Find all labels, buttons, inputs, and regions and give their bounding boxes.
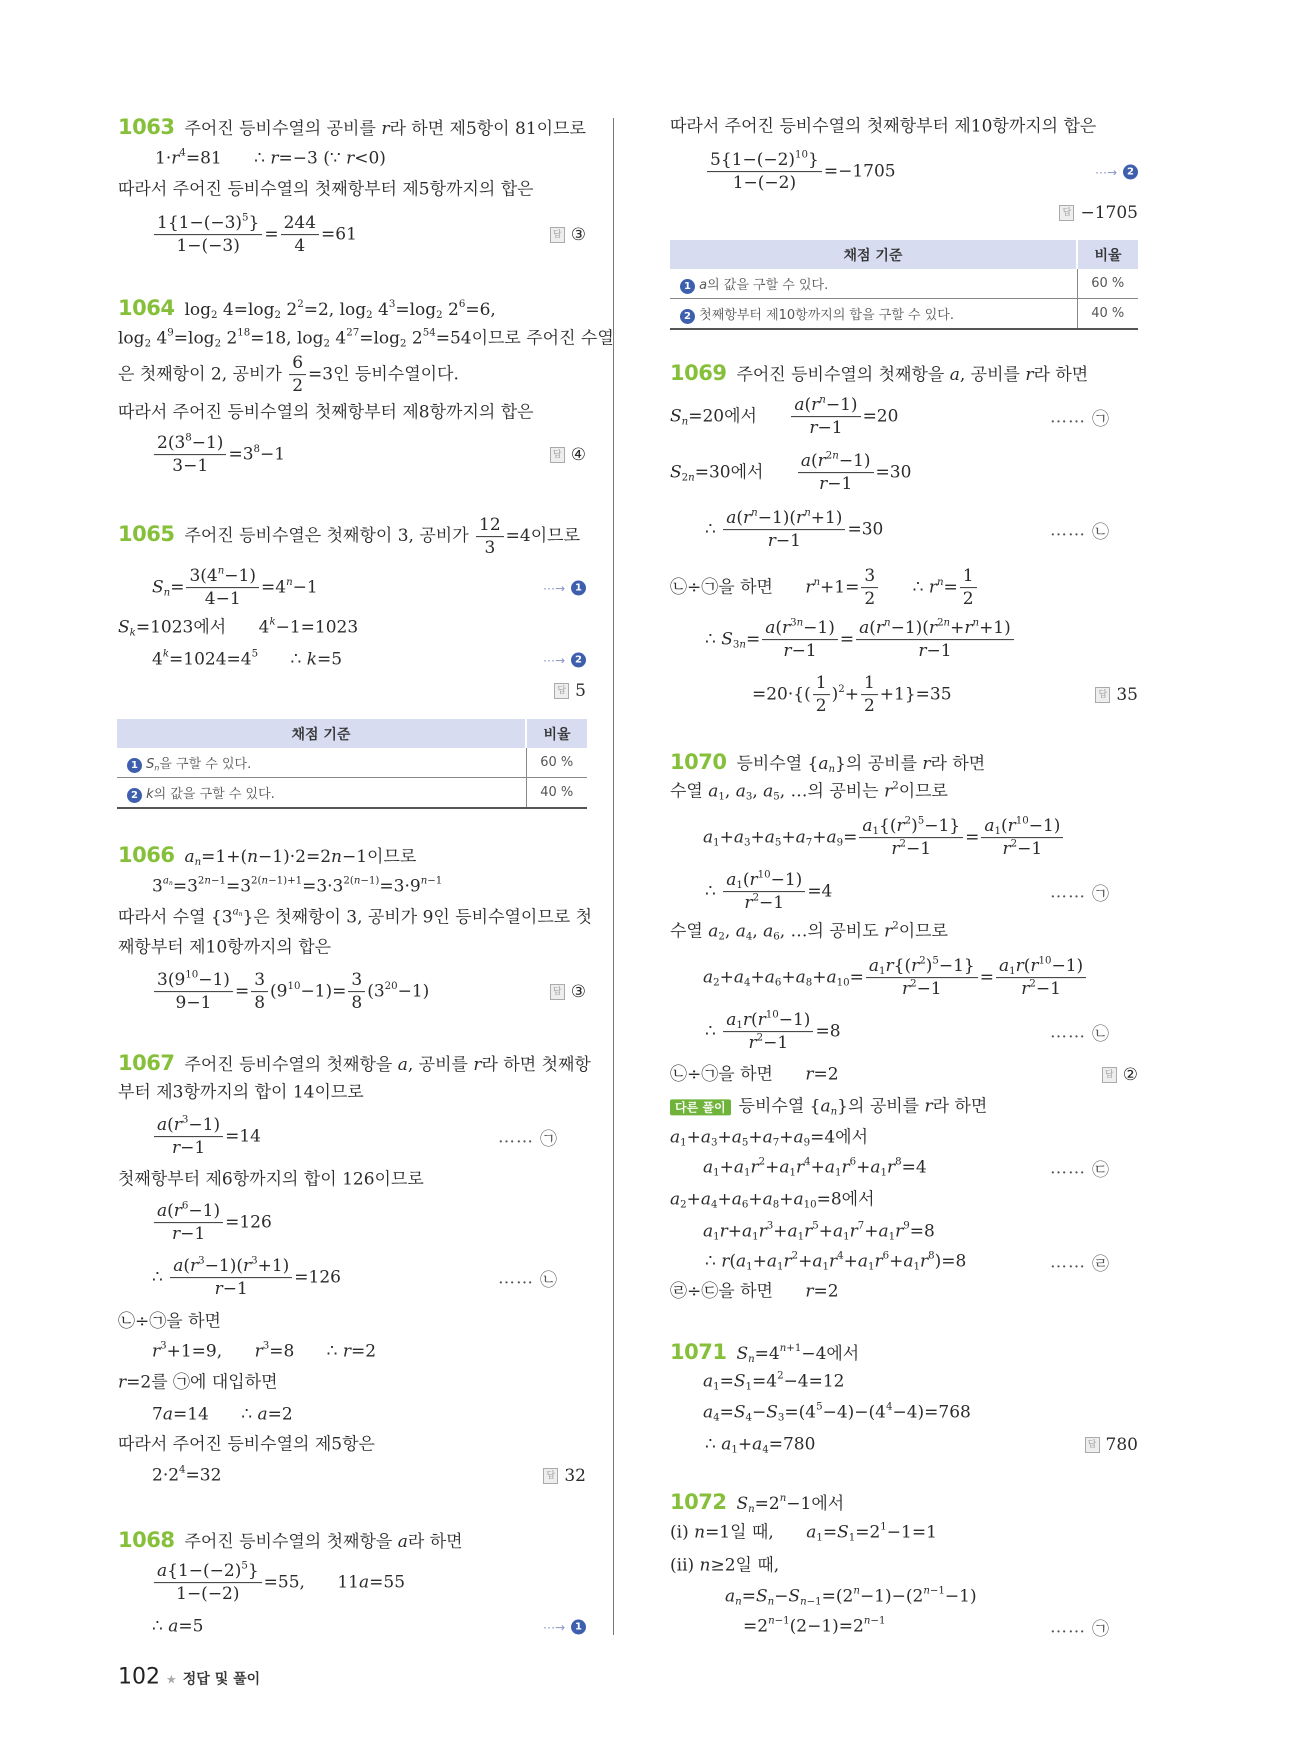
solution-line: $3^{a_n}=3^{2n-1}=3^{2(n-1)+1}=3\cdot 3^{2(n-1)}=3\cdot 9^{n-1}$ (152, 875, 443, 897)
step-badge: 1 (571, 581, 586, 596)
answer-icon: 답 (543, 1468, 558, 1484)
solution-line: $a_1r+a_1r^3+a_1r^5+a_1r^7+a_1r^9=8$ (703, 1220, 935, 1243)
problem-1066-header (118, 842, 416, 868)
problem-text: 주어진 등비수열의 공비를 r라 하면 제5항이 81이므로 (184, 118, 586, 139)
table-row (670, 269, 1138, 299)
problem-number: 1068 (118, 1527, 175, 1552)
solution-line: ∴ $a_1+a_4=780$ (705, 1434, 816, 1456)
solution-line: 은 첫째항이 2, 공비가 $\frac{6}{2}$ =3인 등비수열이다. (118, 353, 459, 397)
problem-1071-header (670, 1339, 859, 1365)
ratio-value: 60 % (1077, 269, 1138, 299)
solution-line: 부터 제3항까지의 합이 14이므로 (118, 1082, 364, 1103)
solution-equation: $\frac{1\{1-(-3)^5\}}{1-(-3)}$ = $\frac{244}{4}$ =61 (152, 213, 357, 257)
equation-mark: …… ㉢ (1050, 1158, 1109, 1181)
equation-mark: …… ㉠ (1050, 882, 1109, 905)
answer (550, 982, 586, 1002)
problem-number: 1064 (118, 295, 175, 320)
solution-line: 수열 $a_2$, $a_4$, $a_6$, …의 공비도 $r^2$이므로 (670, 920, 948, 943)
arrow-icon: ⋯→ (1094, 165, 1117, 179)
solution-line: $r^3+1=9$, $r^3=8$ ∴ r=2 (152, 1340, 377, 1362)
problem-text: 주어진 등비수열의 첫째항을 a, 공비를 r라 하면 (736, 364, 1089, 385)
answer (1102, 1065, 1138, 1085)
problem-1064-header (118, 295, 496, 321)
solution-line: 7a=14 ∴ a=2 (152, 1404, 293, 1425)
criteria-text: a의 값을 구할 수 있다. (699, 277, 829, 293)
section-title: 정답 및 풀이 (182, 1671, 261, 1688)
equation-mark: …… ㉠ (498, 1127, 557, 1150)
solution-line: 째항부터 제10항까지의 합은 (118, 937, 332, 958)
step-badge: 2 (571, 653, 586, 668)
problem-number: 1069 (670, 360, 727, 385)
solution-line: $\log_2 4^9=\log_2$ $2^{18}=18$, $\log_2 4^{27}=\log_2$ $2^{54}=54$이므로 주어진 수열 (118, 327, 614, 350)
answer-icon: 답 (1095, 687, 1110, 703)
solution-line: 첫째항부터 제6항까지의 합이 126이므로 (118, 1169, 424, 1190)
solution-line: $1\cdot r^4=81$ ∴ r=−3 (∵ r<0) (155, 147, 386, 169)
solution-line: ㉡÷㉠을 하면 r=2 (670, 1064, 839, 1085)
ratio-header: 비율 (526, 719, 587, 748)
solution-line: 따라서 주어진 등비수열의 첫째항부터 제10항까지의 합은 (670, 116, 1097, 137)
answer-value: ② (1122, 1065, 1138, 1085)
problem-text: $S_n=4^{n+1}-4$에서 (736, 1343, 860, 1365)
answer-value: ④ (570, 445, 586, 465)
answer-icon: 답 (554, 683, 569, 699)
problem-text: 등비수열 $\{a_n\}$의 공비를 r라 하면 (738, 1096, 988, 1118)
solution-equation: $\frac{a(r^6-1)}{r-1}$ =126 (152, 1201, 272, 1245)
answer-value: ③ (570, 225, 586, 245)
problem-1063-header (118, 114, 586, 140)
problem-text: 등비수열 $\{a_n\}$의 공비를 r라 하면 (736, 753, 986, 775)
grading-table (670, 240, 1138, 330)
criteria-text: 첫째항부터 제10항까지의 합을 구할 수 있다. (699, 307, 954, 323)
equation-mark: …… ㉡ (1050, 1022, 1109, 1045)
solution-equation: ∴ $\frac{a(r^n-1)(r^n+1)}{r-1}$ =30 (705, 507, 884, 552)
equation-mark: …… ㉠ (1050, 407, 1109, 430)
solution-equation: $S_n=$ $\frac{3(4^n-1)}{4-1}$ $=4^n-1$ (152, 565, 318, 610)
solution-equation: $a_2+a_4+a_6+a_8+a_{10}=$ $\frac{a_1r\{(r^2)^5-1\}}{r^2-1}$ = $\frac{a_1r(r^{10}-1)}{r^2-1}$ (703, 956, 1088, 1000)
solution-line: $a_1+a_1r^2+a_1r^4+a_1r^6+a_1r^8=4$ (703, 1156, 927, 1179)
answer-value: 780 (1105, 1435, 1138, 1455)
solution-equation: =20·{( $\frac{1}{2}$ )$^2$+ $\frac{1}{2}$ +1}=35 (752, 673, 952, 717)
answer (1095, 685, 1138, 705)
answer (550, 225, 586, 245)
ratio-value: 40 % (1077, 299, 1138, 330)
problem-number: 1071 (670, 1339, 727, 1364)
step-marker (1095, 165, 1138, 180)
solution-line: 수열 $a_1$, $a_3$, $a_5$, …의 공비는 $r^2$이므로 (670, 780, 948, 803)
problem-1065-header (118, 515, 580, 559)
problem-number: 1063 (118, 114, 175, 139)
criteria-text: k의 값을 구할 수 있다. (146, 786, 275, 802)
equation-mark: …… ㉡ (1050, 520, 1109, 543)
solution-equation: ∴ $\frac{a_1(r^{10}-1)}{r^2-1}$ =4 (705, 869, 833, 914)
criteria-header: 채점 기준 (670, 240, 1077, 269)
solution-line: ㉡÷㉠을 하면 $r^n+1=$ $\frac{3}{2}$ ∴ $r^n=$ $\frac{1}{2}$ (670, 566, 979, 610)
solution-line: $a_1+a_3+a_5+a_7+a_9=4$에서 (670, 1127, 869, 1149)
solution-line: r=2를 ㉠에 대입하면 (118, 1372, 278, 1393)
answer (554, 681, 586, 701)
table-row (117, 748, 587, 778)
criteria-text: $S_n$을 구할 수 있다. (146, 756, 252, 772)
step-marker (543, 1620, 586, 1635)
solution-line: ∴ $r(a_1+a_1r^2+a_1r^4+a_1r^6+a_1r^8)=8$ (705, 1250, 967, 1273)
page-footer (118, 1665, 260, 1690)
answer-icon: 답 (550, 447, 565, 463)
solution-equation: $a_1+a_3+a_5+a_7+a_9=$ $\frac{a_1\{(r^2)^5-1\}}{r^2-1}$ = $\frac{a_1(r^{10}-1)}{r^2-1}$ (703, 816, 1065, 860)
step-marker (543, 581, 586, 596)
solution-line: $4^k=1024=4^5$ ∴ k=5 (152, 648, 343, 670)
ratio-value: 60 % (526, 748, 587, 778)
problem-number: 1065 (118, 522, 175, 547)
problem-1070-header (670, 749, 985, 775)
answer-value: 32 (564, 1466, 586, 1486)
step-badge: 1 (571, 1620, 586, 1635)
solution-line: 따라서 주어진 등비수열의 첫째항부터 제8항까지의 합은 (118, 402, 534, 423)
problem-number: 1066 (118, 842, 175, 867)
equation-mark: …… ㉠ (1050, 1617, 1109, 1640)
arrow-icon: ⋯→ (542, 653, 565, 667)
answer-value: ③ (570, 982, 586, 1002)
answer (1085, 1435, 1138, 1455)
step-badge: 2 (127, 788, 142, 803)
problem-text: $a_n=1+(n-1)\cdot 2=2n-1$이므로 (184, 846, 417, 868)
equation-mark: …… ㉡ (498, 1268, 557, 1291)
solution-line: $a_2+a_4+a_6+a_8+a_{10}=8$에서 (670, 1189, 875, 1211)
grading-table (117, 719, 587, 809)
arrow-icon: ⋯→ (542, 1620, 565, 1634)
problem-text: 주어진 등비수열의 첫째항을 a라 하면 (184, 1531, 463, 1552)
solution-equation: $\frac{2(3^8-1)}{3-1}$ $=3^8-1$ (152, 433, 285, 477)
solution-line: $2\cdot 2^4=32$ (152, 1464, 222, 1486)
arrow-icon: ⋯→ (542, 581, 565, 595)
star-icon: ★ (166, 1672, 177, 1687)
answer-value: 35 (1116, 685, 1138, 705)
answer (550, 445, 586, 465)
solution-line: $a_n=S_n-S_{n-1}=(2^n-1)-(2^{n-1}-1)$ (725, 1585, 977, 1608)
problem-1068-header (118, 1527, 463, 1553)
solution-equation: $\frac{3(9^{10}-1)}{9-1}$ = $\frac{3}{8}$ $(9^{10}-1)=$ $\frac{3}{8}$ $(3^{20}-1)$ (152, 970, 429, 1014)
solution-line: $a_4=S_4-S_3=(4^5-4)-(4^4-4)=768$ (703, 1401, 971, 1424)
alternative-solution-badge: 다른 풀이 (670, 1099, 731, 1115)
solution-line: ㉣÷㉢을 하면 r=2 (670, 1281, 839, 1302)
problem-number: 1072 (670, 1489, 727, 1514)
ratio-header: 비율 (1077, 240, 1138, 269)
answer-icon: 답 (1059, 205, 1074, 221)
solution-line: (i) n=1일 때, $a_1=S_1=2^1-1=1$ (670, 1521, 937, 1544)
solution-equation: $S_n=20$에서 $\frac{a(r^n-1)}{r-1}$ =20 (670, 394, 899, 439)
solution-line: (ii) n≥2일 때, (670, 1555, 780, 1576)
solution-line: ∴ a=5 (152, 1616, 204, 1637)
problem-1072-header (670, 1489, 844, 1515)
step-marker (543, 653, 586, 668)
problem-text: 주어진 등비수열의 첫째항을 a, 공비를 r라 하면 첫째항 (184, 1054, 591, 1075)
problem-1067-header (118, 1050, 591, 1076)
ratio-value: 40 % (526, 778, 587, 809)
equation-mark: …… ㉣ (1050, 1252, 1109, 1275)
problem-text: $\log_2 4=\log_2$ $2^2=2$, $\log_2 4^3=\log_2$ $2^6=6$, (184, 299, 496, 321)
table-row (117, 778, 587, 809)
solution-line: ㉡÷㉠을 하면 (118, 1311, 221, 1332)
step-badge: 2 (1123, 165, 1138, 180)
solution-line: $S_k=1023$에서 $4^k-1=1023$ (118, 616, 359, 639)
answer (1059, 203, 1138, 223)
solution-equation: ∴ $\frac{a_1r(r^{10}-1)}{r^2-1}$ =8 (705, 1009, 841, 1054)
criteria-header: 채점 기준 (117, 719, 526, 748)
solution-line: $a_1=S_1=4^2-4=12$ (703, 1370, 845, 1393)
answer-icon: 답 (1085, 1437, 1100, 1453)
solution-equation: $S_{2n}=30$에서 $\frac{a(r^{2n}-1)}{r-1}$ =30 (670, 450, 912, 495)
page-number: 102 (118, 1664, 160, 1690)
step-badge: 1 (680, 279, 695, 294)
solution-line: 따라서 주어진 등비수열의 제5항은 (118, 1434, 375, 1455)
solution-equation: $\frac{a(r^3-1)}{r-1}$ =14 (152, 1115, 261, 1159)
problem-number: 1070 (670, 749, 727, 774)
step-badge: 2 (680, 309, 695, 324)
problem-1069-header (670, 360, 1088, 386)
step-badge: 1 (127, 758, 142, 773)
problem-text: 주어진 등비수열은 첫째항이 3, 공비가 $\frac{12}{3}$ =4이므로 (184, 515, 580, 559)
answer-icon: 답 (550, 227, 565, 243)
answer-value: 5 (575, 681, 586, 701)
solution-equation: $\frac{a\{1-(-2)^5\}}{1-(-2)}$ =55, 11a=55 (152, 1561, 405, 1605)
answer-icon: 답 (550, 984, 565, 1000)
solution-line: 따라서 수열 $\{3^{a_n}\}$은 첫째항이 3, 공비가 9인 등비수열이므로 첫 (118, 906, 593, 928)
solution-line: $=2^{n-1}(2-1)=2^{n-1}$ (743, 1615, 886, 1637)
table-row (670, 299, 1138, 330)
answer (543, 1466, 586, 1486)
alternative-solution-header (670, 1096, 987, 1117)
solution-equation: $\frac{5\{1-(-2)^{10}\}}{1-(-2)}$ =−1705 (705, 150, 896, 194)
answer-icon: 답 (1102, 1067, 1117, 1083)
problem-number: 1067 (118, 1050, 175, 1075)
solution-line: 따라서 주어진 등비수열의 첫째항부터 제5항까지의 합은 (118, 179, 534, 200)
solution-equation: ∴ $\frac{a(r^3-1)(r^3+1)}{r-1}$ =126 (152, 1255, 341, 1300)
answer-value: −1705 (1080, 203, 1138, 223)
solution-equation: ∴ $S_{3n}=$ $\frac{a(r^{3n}-1)}{r-1}$ = $\frac{a(r^n-1)(r^{2n}+r^n+1)}{r-1}$ (705, 618, 1016, 662)
problem-text: $S_n=2^n-1$에서 (736, 1493, 845, 1515)
